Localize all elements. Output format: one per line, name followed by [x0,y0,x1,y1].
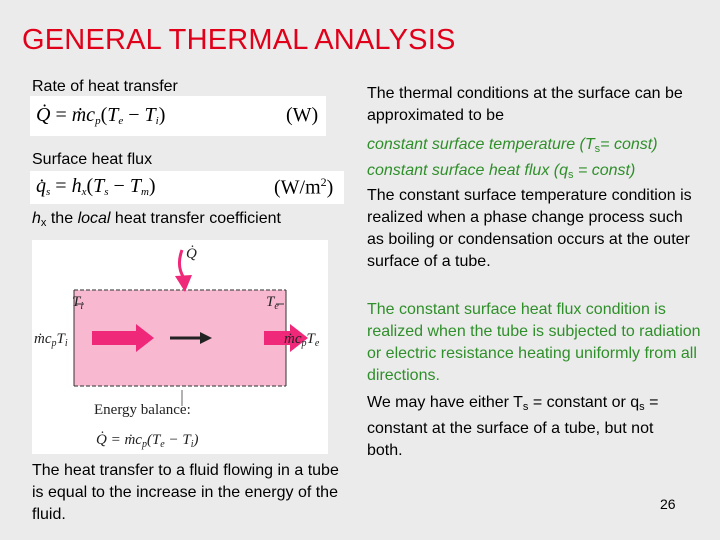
energy-balance-label: Energy balance: [94,402,191,418]
svg-text:Ti: $T_i$ [72,294,84,312]
flux-label: Surface heat flux [32,151,153,168]
either-paragraph: We may have either $T_s$ = constant or $q_s$ = constant at the surface of a tube, but not both. [367,394,659,459]
tube-caption: The heat transfer to a fluid flowing in a tube is equal to the increase in the energy of the fluid. [32,462,339,523]
hx-label: $h_x$ the local heat transfer coefficient [32,210,281,229]
condition-const-temperature: constant surface temperature ($T_s=$ const) [367,136,658,155]
condition-const-flux: constant surface heat flux ($q_s$ = const) [367,162,636,181]
slide-title: GENERAL THERMAL ANALYSIS [22,24,456,56]
svg-text:Q̇: Q̇ [186,246,197,262]
flux-equation: $q̇_s = h_x(T_s - T_m)$ $(W/m^2)$ [30,171,344,204]
tube-energy-balance-figure [32,240,328,454]
right-intro: The thermal conditions at the surface can be approximated to be [367,85,683,124]
const-temp-paragraph: The constant surface temperature condition is realized when a phase change process such as boiling or condensation occurs at the outer surface of a tube. [367,187,692,270]
svg-text:Te: $T_e$ [266,294,279,312]
rate-label: Rate of heat transfer [32,78,178,95]
svg-text:Q̇ = ṁcp(Te − Ti): Q̇ = $ṁc_p(T_e - T_i)$ [96,432,199,450]
condition-list [367,134,707,186]
svg-text:ṁcpTe: $ṁc_pT_e$ [284,331,320,349]
const-flux-paragraph: The constant surface heat flux condition is realized when the tube is subjected to radiation or electric resistance heating uniformly from all directions. [367,301,701,384]
svg-text:ṁcpTi: $ṁc_pT_i$ [34,331,68,349]
page-number: 26 [660,496,676,512]
rate-equation: Q̇ = $ṁc_p(T_e - T_i)$ (W) [30,96,326,136]
